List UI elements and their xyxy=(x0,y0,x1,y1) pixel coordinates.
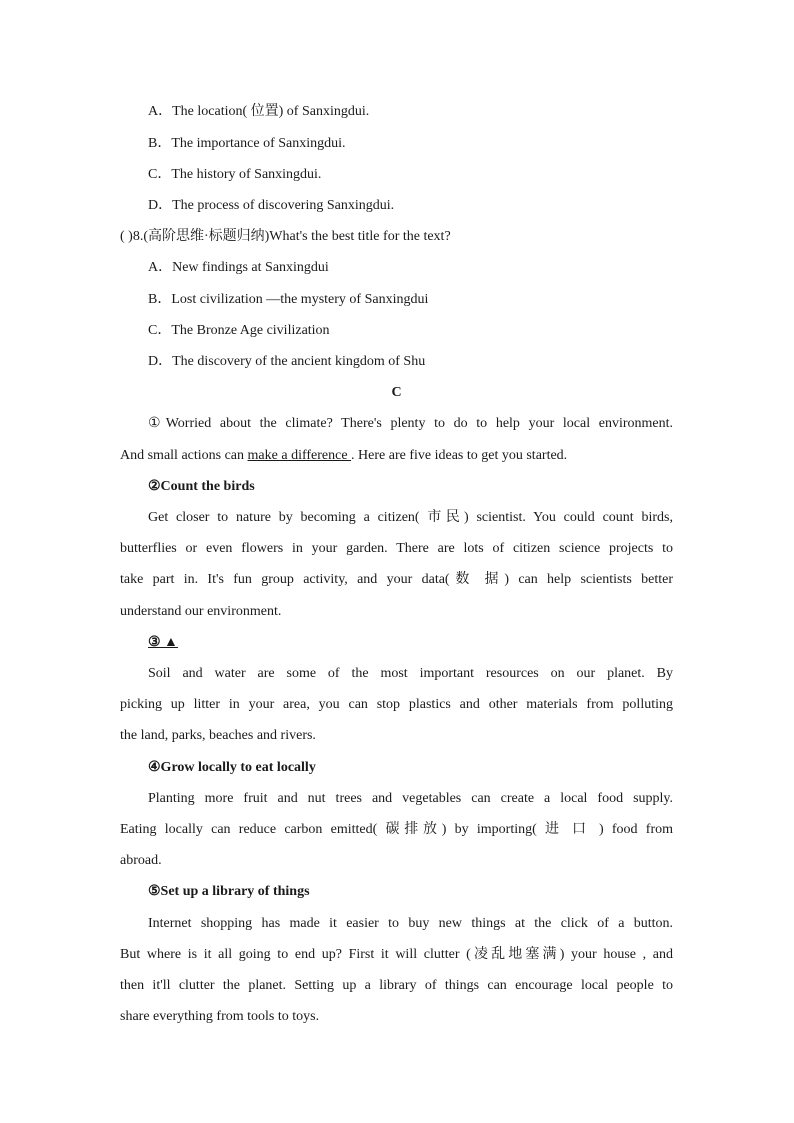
p2-line-1: Get closer to nature by becoming a citizen( 市民) scientist. You could count birds, xyxy=(148,510,673,525)
p2-line-3: take part in. It's fun group activity, and your data(数 据) can help scientists better xyxy=(120,572,673,587)
p4-line-3: abroad. xyxy=(120,853,162,868)
p2-line-2: butterflies or even flowers in your garden. There are lots of citizen science projects to xyxy=(120,541,673,556)
intro-line-2-post: . Here are five ideas to get you started. xyxy=(351,448,568,463)
p4-line-2: Eating locally can reduce carbon emitted( 碳排放) by importing( 进 口 ) food from xyxy=(120,822,673,837)
q8-option-d: D．The discovery of the ancient kingdom of Shu xyxy=(148,354,426,369)
p3-line-1: Soil and water are some of the most important resources on our planet. By xyxy=(148,666,673,681)
p4-line-1: Planting more fruit and nut trees and vegetables can create a local food supply. xyxy=(148,791,673,806)
q8-option-a: A．New findings at Sanxingdui xyxy=(148,260,329,275)
intro-blank: make a difference xyxy=(247,448,352,463)
heading-grow-locally: ④Grow locally to eat locally xyxy=(148,760,316,775)
p3-line-3: the land, parks, beaches and rivers. xyxy=(120,728,316,743)
q8-stem: ( )8.(高阶思维·标题归纳)What's the best title for the text? xyxy=(120,229,451,244)
p3-line-2: picking up litter in your area, you can stop plastics and other materials from polluting xyxy=(120,697,673,712)
intro-line-2 xyxy=(120,447,567,465)
p2-line-4: understand our environment. xyxy=(120,604,282,619)
q8-option-c: C．The Bronze Age civilization xyxy=(148,323,330,338)
heading-blank-triangle: ③ ▲ xyxy=(148,635,178,650)
passage-section-letter: C xyxy=(391,385,402,400)
q8-option-b: B．Lost civilization —the mystery of Sanxingdui xyxy=(148,292,429,307)
p5-line-4: share everything from tools to toys. xyxy=(120,1009,320,1024)
q7-option-d: D．The process of discovering Sanxingdui. xyxy=(148,198,395,213)
q7-option-c: C．The history of Sanxingdui. xyxy=(148,167,322,182)
intro-line-2-pre: And small actions can xyxy=(120,448,248,463)
p5-line-2: But where is it all going to end up? First it will clutter (凌乱地塞满) your house , and xyxy=(120,947,673,962)
q7-option-a: A．The location( 位置) of Sanxingdui. xyxy=(148,104,370,119)
p5-line-1: Internet shopping has made it easier to buy new things at the click of a button. xyxy=(148,916,673,931)
q7-option-b: B．The importance of Sanxingdui. xyxy=(148,136,346,151)
heading-library-of-things: ⑤Set up a library of things xyxy=(148,884,310,899)
p5-line-3: then it'll clutter the planet. Setting up a library of things can encourage local people to xyxy=(120,978,673,993)
intro-line-1: ①Worried about the climate? There's plenty to do to help your local environment. xyxy=(148,416,673,431)
heading-count-birds: ②Count the birds xyxy=(148,479,255,494)
